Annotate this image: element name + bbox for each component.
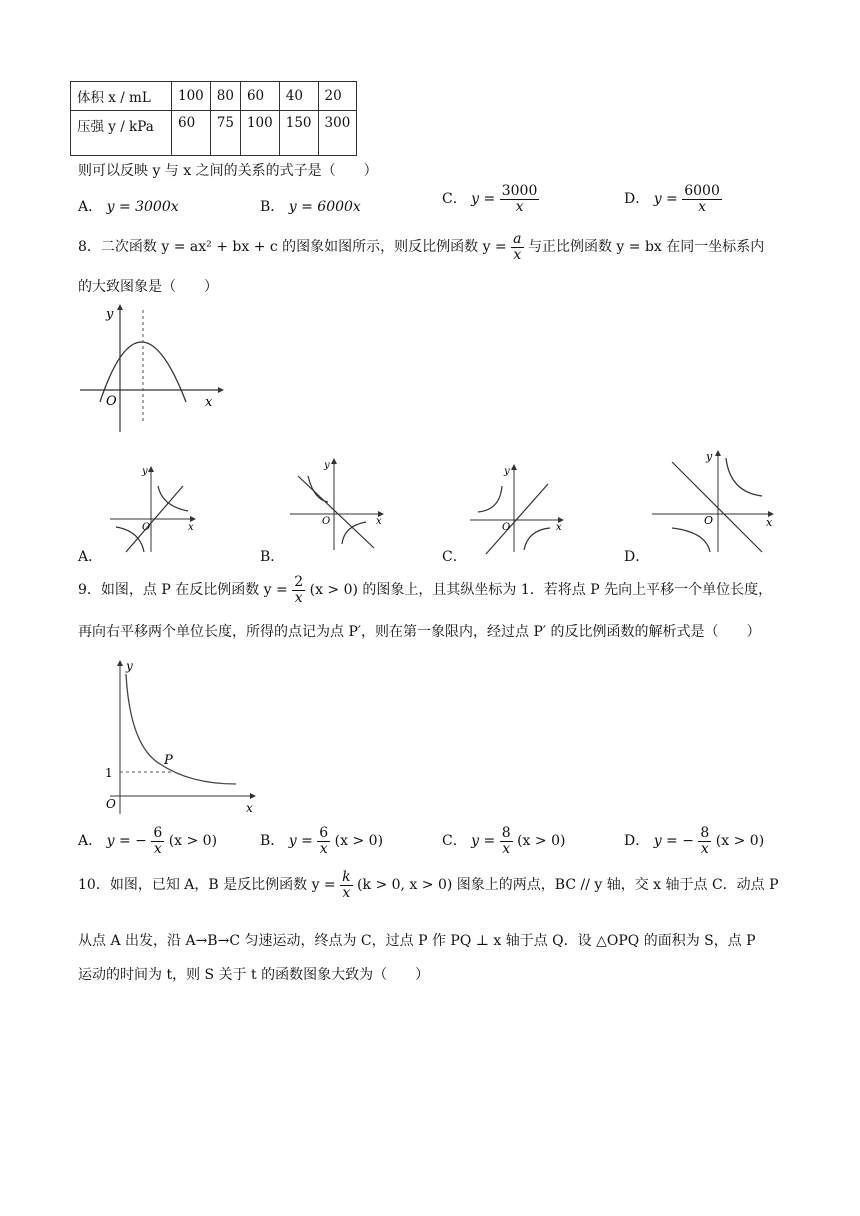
fraction-denominator: x [502,840,511,857]
q10-stem-part2: (k > 0, x > 0) 图象上的两点，BC // y 轴，交 x 轴于点 C．动点 P [357,877,779,894]
tick-label: 1 [105,766,113,780]
table-cell: 60 [172,111,211,156]
svg-text:y: y [324,460,330,471]
fraction [340,870,352,900]
option-label: D． [624,191,650,208]
q8-option-c-graph[interactable] [468,462,568,554]
data-table [70,81,357,156]
fraction-numerator: k [342,869,351,885]
q7-option-a[interactable] [78,196,179,216]
q9-hyperbola-figure [100,656,260,816]
svg-text:y: y [142,466,148,477]
fraction [698,826,711,856]
fraction-numerator: 8 [700,825,710,841]
option-label: A． [78,833,103,850]
table-row [71,111,357,156]
q8-option-d-label[interactable]: D． [624,549,650,565]
option-lhs: y = [653,191,678,208]
q9-option-b[interactable] [260,826,383,856]
table-cell: 60 [240,82,279,111]
q7-option-b[interactable] [260,196,361,216]
point-p-label: P [164,753,173,768]
svg-text:y: y [504,466,510,477]
fraction-denominator: x [698,198,706,215]
fraction-numerator: 2 [294,574,304,590]
table-cell: 20 [318,82,357,111]
q8-stem-part2: 与正比例函数 y = bx 在同一坐标系内 [527,239,765,256]
svg-text:x: x [188,522,194,533]
fraction-denominator: x [513,246,522,263]
fraction-numerator: 6 [153,825,163,841]
fraction [682,184,722,214]
fraction [500,826,513,856]
q8-stem [78,232,764,262]
option-label: C． [442,191,467,208]
fraction-numerator: 3000 [501,183,538,199]
fraction-numerator: 6 [319,825,329,841]
option-label: D． [624,833,650,850]
table-cell: 40 [279,82,318,111]
q9-stem-line2: 再向右平移两个单位长度，所得的点记为点 P′，则在第一象限内，经过点 P′ 的反比例函数的解析式是（ ） [78,624,761,640]
q7-prompt: 则可以反映 y 与 x 之间的关系的式子是（ ） [78,163,378,179]
svg-text:O: O [142,522,151,533]
table-row [71,82,357,111]
option-condition: (x > 0) [334,833,384,850]
option-label: B． [260,833,285,850]
table-cell: 80 [210,82,240,111]
option-condition: (x > 0) [517,833,566,850]
fraction-numerator: a [513,231,522,247]
fraction-denominator: x [515,198,524,215]
fraction [500,184,540,214]
y-axis-label: y [106,307,114,322]
fraction [317,826,330,856]
svg-text:y: y [706,450,713,463]
q8-stem-part1: 8．二次函数 y = ax² + bx + c 的图象如图所示，则反比例函数 y = [78,239,507,256]
table-cell: 300 [318,111,357,156]
q8-parabola-figure [78,302,228,434]
option-lhs: y = − [653,833,694,850]
svg-text:x: x [766,516,773,529]
fraction-denominator: x [153,840,162,857]
svg-text:x: x [376,516,382,527]
option-expr: y = 3000x [106,199,179,215]
option-label: C． [442,833,467,850]
fraction [292,575,305,605]
option-condition: (x > 0) [168,833,218,850]
q9-stem-part2: (x > 0) 的图象上，且其纵坐标为 1．若将点 P 先向上平移一个单位长度， [309,582,773,599]
q8-option-a-label[interactable]: A． [78,549,103,565]
option-lhs: y = [471,191,496,208]
fraction-numerator: 8 [501,825,511,841]
fraction [151,826,164,856]
q10-stem [78,870,779,900]
q8-option-c-label[interactable]: C． [442,549,467,565]
table-cell: 100 [240,111,279,156]
origin-label: O [106,394,117,409]
fraction-denominator: x [319,840,328,857]
fraction-numerator: 6000 [684,183,720,199]
svg-text:x: x [556,522,562,533]
q9-option-a[interactable] [78,826,217,856]
q8-option-a-graph[interactable] [108,464,198,554]
q7-option-d[interactable] [624,184,722,214]
q9-option-d[interactable] [624,826,764,856]
q9-stem [78,575,772,605]
q8-option-b-graph[interactable] [288,456,388,552]
q10-stem-line2: 从点 A 出发，沿 A→B→C 匀速运动，终点为 C，过点 P 作 PQ ⊥ x 轴于点 Q．设 △OPQ 的面积为 S，点 P [78,933,756,949]
q10-stem-line3: 运动的时间为 t，则 S 关于 t 的函数图象大致为（ ） [78,967,430,983]
fraction-denominator: x [700,840,709,857]
fraction [511,232,523,262]
svg-text:y: y [126,659,133,673]
svg-text:O: O [322,516,331,527]
svg-text:x: x [246,801,253,815]
option-condition: (x > 0) [715,833,765,850]
q7-option-c[interactable] [442,184,539,214]
option-lhs: y = − [106,833,147,850]
q9-option-c[interactable] [442,826,565,856]
q10-stem-part1: 10．如图，已知 A，B 是反比例函数 y = [78,877,336,894]
option-label: A． [78,199,103,215]
svg-text:O: O [502,522,511,533]
fraction-denominator: x [342,884,351,901]
table-row-label: 压强 y / kPa [71,111,172,156]
table-row-label: 体积 x / mL [71,82,172,111]
option-lhs: y = [288,833,313,850]
option-label: B． [260,199,285,215]
q9-stem-part1: 9．如图，点 P 在反比例函数 y = [78,582,288,599]
option-lhs: y = [471,833,496,850]
q8-option-d-graph[interactable] [650,448,780,554]
option-expr: y = 6000x [288,199,361,215]
table-cell: 150 [279,111,318,156]
table-cell: 75 [210,111,240,156]
x-axis-label: x [205,395,213,410]
table-cell: 100 [172,82,211,111]
svg-text:O: O [106,797,116,811]
svg-text:O: O [704,514,714,527]
q8-option-b-label[interactable]: B． [260,549,285,565]
fraction-denominator: x [294,589,303,606]
q8-stem-line2: 的大致图象是（ ） [78,279,218,295]
